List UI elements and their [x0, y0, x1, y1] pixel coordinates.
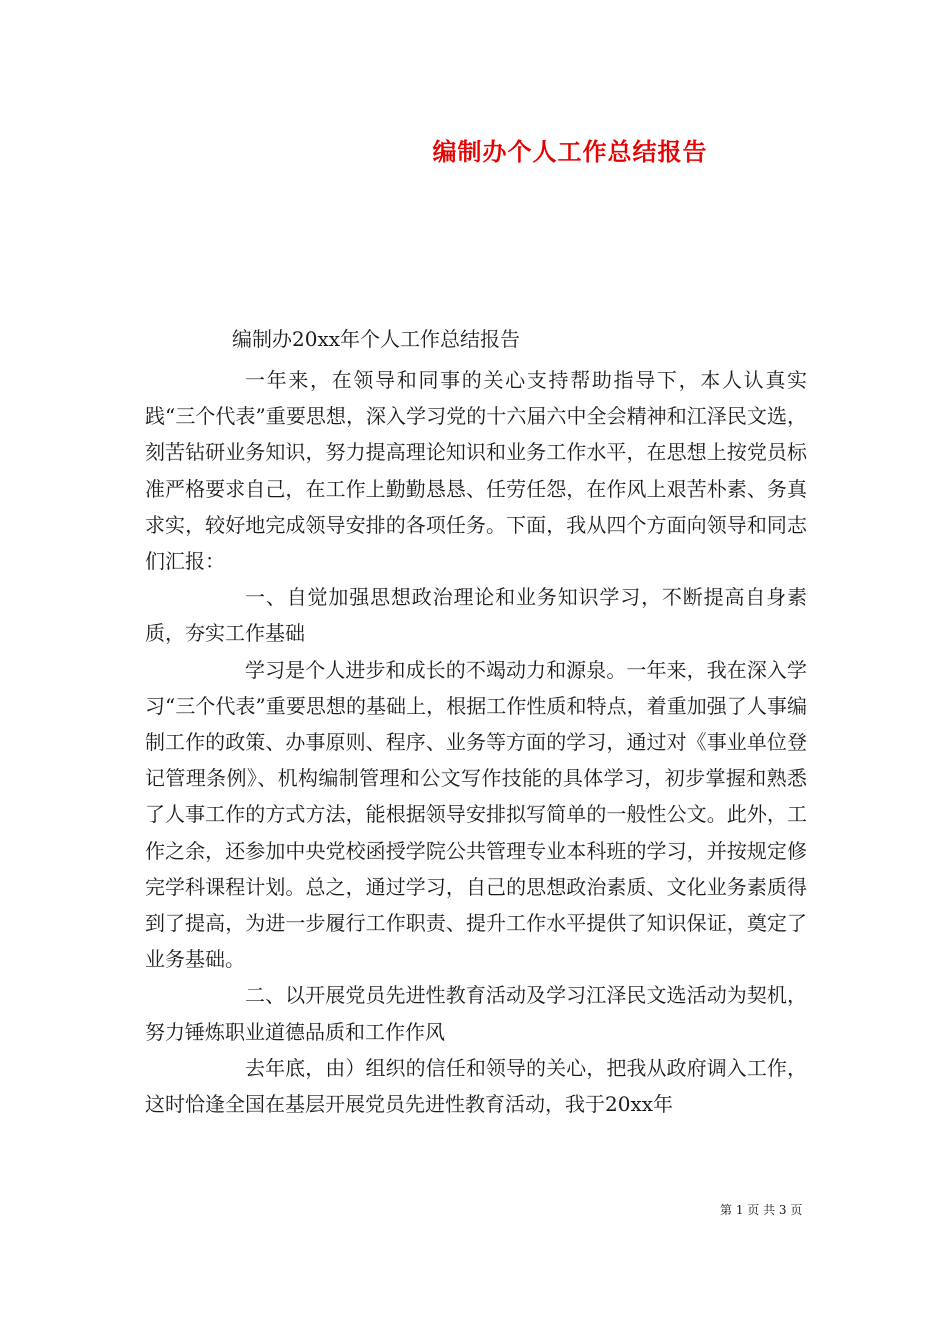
section-heading-1: 一、自觉加强思想政治理论和业务知识学习，不断提高自身素质，夯实工作基础	[145, 585, 807, 646]
document-title: 编制办个人工作总结报告	[432, 137, 708, 166]
paragraph-transfer: 去年底，由）组织的信任和领导的关心，把我从政府调入工作，这时恰逢全国在基层开展党员先进性教育活动，我于20xx年	[145, 1055, 807, 1117]
page-number-footer: 第 1 页 共 3 页	[720, 1203, 803, 1217]
paragraph-intro: 一年来，在领导和同事的关心支持帮助指导下，本人认真实践“三个代表”重要思想，深入学习党的十六届六中全会精神和江泽民文选，刻苦钻研业务知识，努力提高理论知识和业务工作水平，在思想上按党员标准严格要求自己，在工作上勤勤恳恳、任劳任怨，在作风上艰苦朴素、务真求实，较好地完成领导安排的各项任务。下面，我从四个方面向领导和同志们汇报：	[145, 368, 807, 574]
document-body	[145, 362, 807, 1122]
document-subtitle: 编制办20xx年个人工作总结报告	[232, 327, 521, 351]
paragraph-study: 学习是个人进步和成长的不竭动力和源泉。一年来，我在深入学习“三个代表”重要思想的基础上，根据工作性质和特点，着重加强了人事编制工作的政策、办事原则、程序、业务等方面的学习，通过对《事业单位登记管理条例》、机构编制管理和公文写作技能的具体学习，初步掌握和熟悉了人事工作的方式方法，能根据领导安排拟写简单的一般性公文。此外，工作之余，还参加中央党校函授学院公共管理专业本科班的学习，并按规定修完学科课程计划。总之，通过学习，自己的思想政治素质、文化业务素质得到了提高，为进一步履行工作职责、提升工作水平提供了知识保证，奠定了业务基础。	[145, 657, 807, 972]
section-heading-2: 二、以开展党员先进性教育活动及学习江泽民文选活动为契机，努力锤炼职业道德品质和工作作风	[145, 983, 807, 1044]
